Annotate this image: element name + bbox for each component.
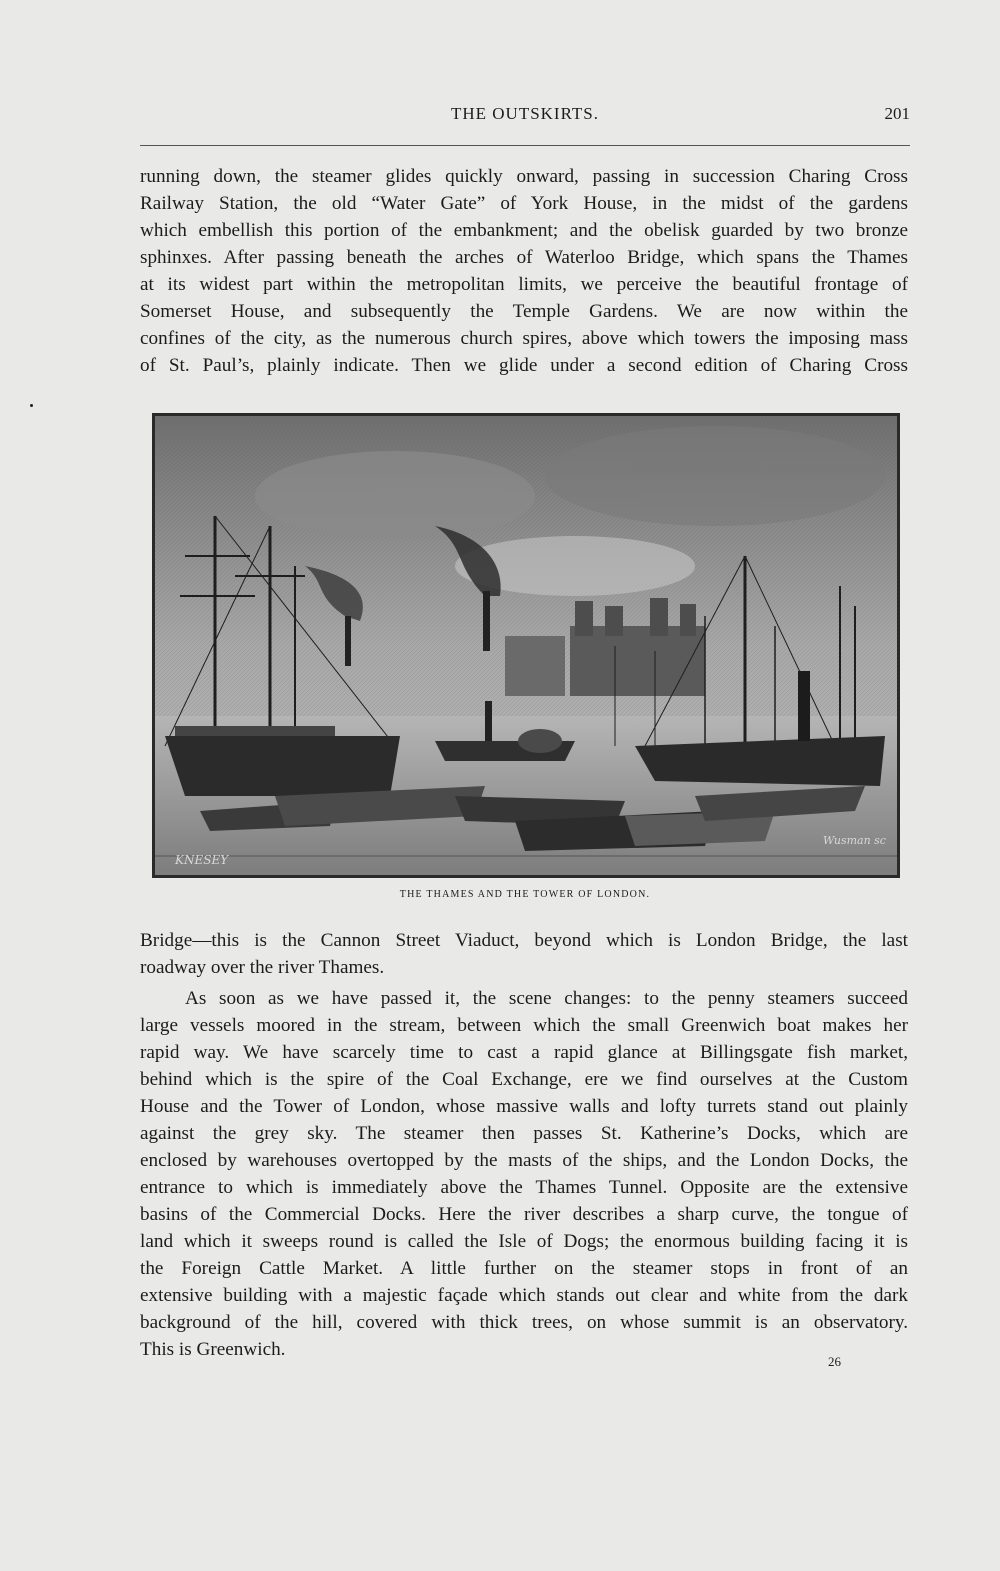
text-line: roadway over the river Thames. bbox=[140, 957, 385, 978]
text-line: rapid way. We have scarcely time to cast a rapid glance at Billingsgate fish market, bbox=[140, 1042, 908, 1063]
text-line: extensive building with a majestic façade which stands out clear and white from the dark bbox=[140, 1285, 908, 1306]
header-rule bbox=[140, 145, 910, 146]
text-line: basins of the Commercial Docks. Here the river describes a sharp curve, the tongue of bbox=[140, 1204, 908, 1225]
printer-signature-mark: 26 bbox=[828, 1354, 841, 1369]
ship-funnel bbox=[798, 671, 810, 741]
stray-ink-dot bbox=[30, 404, 33, 407]
text-line: House and the Tower of London, whose massive walls and lofty turrets stand out plainly bbox=[140, 1096, 908, 1117]
text-line: large vessels moored in the stream, between which the small Greenwich boat makes her bbox=[140, 1015, 908, 1036]
running-header bbox=[140, 100, 910, 130]
cloud bbox=[255, 451, 535, 541]
chimney bbox=[483, 591, 490, 651]
figure-caption: THE THAMES AND THE TOWER OF LONDON. bbox=[399, 889, 651, 900]
text-line: the Foreign Cattle Market. A little further on the steamer stops in front of an bbox=[140, 1258, 908, 1279]
paragraph-1 bbox=[140, 163, 908, 379]
text-line: Railway Station, the old “Water Gate” of York House, in the midst of the gardens bbox=[140, 193, 908, 214]
paragraph-2 bbox=[140, 927, 908, 981]
text-line: This is Greenwich. bbox=[140, 1339, 286, 1360]
text-line: running down, the steamer glides quickly onward, passing in succession Charing Cross bbox=[140, 166, 908, 187]
paragraph-3 bbox=[140, 985, 908, 1363]
chimney bbox=[345, 616, 351, 666]
text-line: confines of the city, as the numerous church spires, above which towers the imposing mass bbox=[140, 328, 908, 349]
text-line: which embellish this portion of the embankment; and the obelisk guarded by two bronze bbox=[140, 220, 908, 241]
text-line: Somerset House, and subsequently the Temple Gardens. We are now within the bbox=[140, 301, 908, 322]
text-line: of St. Paul’s, plainly indicate. Then we glide under a second edition of Charing Cross bbox=[140, 355, 908, 376]
thames-tower-engraving bbox=[155, 416, 897, 875]
text-line: Bridge—this is the Cannon Street Viaduct, beyond which is London Bridge, the last bbox=[140, 930, 908, 951]
paddle-wheel bbox=[518, 729, 562, 753]
text-line: sphinxes. After passing beneath the arches of Waterloo Bridge, which spans the Thames bbox=[140, 247, 908, 268]
ship-deck bbox=[175, 726, 335, 736]
steamer-funnel bbox=[485, 701, 492, 741]
ship-hull bbox=[165, 736, 400, 796]
text-line: against the grey sky. The steamer then passes St. Katherine’s Docks, which are bbox=[140, 1123, 908, 1144]
text-line: behind which is the spire of the Coal Exchange, ere we find ourselves at the Custom bbox=[140, 1069, 908, 1090]
engraver-signature-left: KNESEY bbox=[175, 853, 229, 867]
engraver-signature-right: Wusman sc bbox=[823, 834, 886, 847]
text-line: land which it sweeps round is called the Isle of Dogs; the enormous building facing it is bbox=[140, 1231, 908, 1252]
running-title: THE OUTSKIRTS. bbox=[450, 104, 600, 123]
page-number: 201 bbox=[884, 104, 910, 123]
text-line: entrance to which is immediately above the Thames Tunnel. Opposite are the extensive bbox=[140, 1177, 908, 1198]
text-line: As soon as we have passed it, the scene changes: to the penny steamers succeed bbox=[185, 988, 908, 1009]
cloud bbox=[545, 426, 885, 526]
text-line: enclosed by warehouses overtopped by the masts of the ships, and the London Docks, the bbox=[140, 1150, 908, 1171]
engraving-illustration bbox=[152, 413, 900, 878]
text-line: background of the hill, covered with thick trees, on whose summit is an observatory. bbox=[140, 1312, 908, 1333]
text-line: at its widest part within the metropolitan limits, we perceive the beautiful frontage of bbox=[140, 274, 908, 295]
